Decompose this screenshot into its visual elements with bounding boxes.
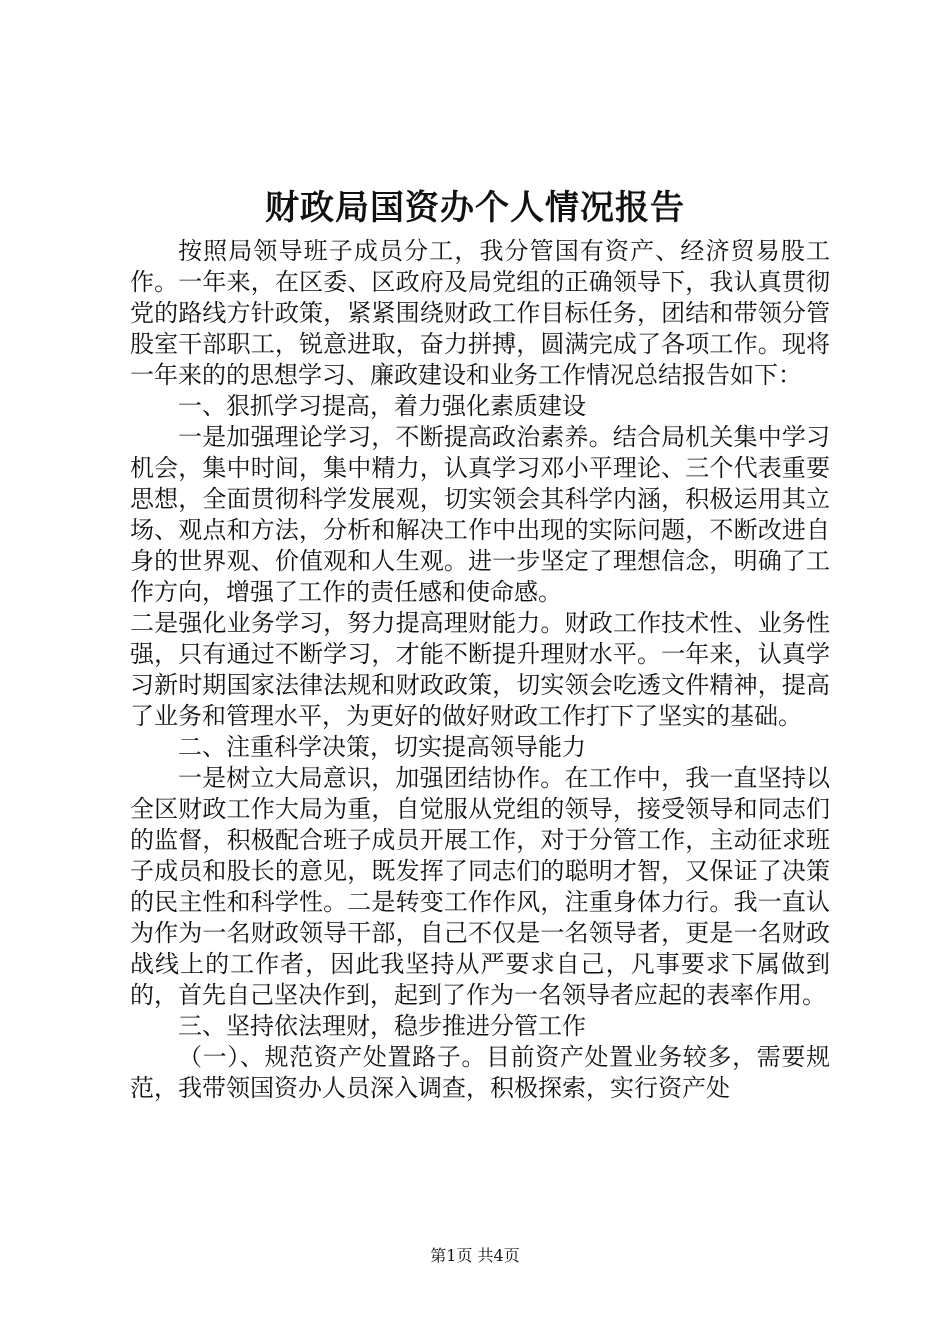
paragraph-leadership: 一是树立大局意识，加强团结协作。在工作中，我一直坚持以全区财政工作大局为重，自觉服从党组的领导，接受领导和同志们的监督，积极配合班子成员开展工作，对于分管工作，主动征求班子成员和股长的意见，既发挥了同志们的聪明才智，又保证了决策的民主性和科学性。二是转变工作作风，注重身体力行。我一直认为作为一名财政领导干部，自己不仅是一名领导者，更是一名财政战线上的工作者，因此我坚持从严要求自己，凡事要求下属做到的，首先自己坚决作到，起到了作为一名领导者应起的表率作用。 (130, 764, 830, 1009)
paragraph-theory-study: 一是加强理论学习，不断提高政治素养。结合局机关集中学习机会，集中时间，集中精力，认真学习邓小平理论、三个代表重要思想，全面贯彻科学发展观，切实领会其科学内涵，积极运用其立场、观点和方法，分析和解决工作中出现的实际问题，不断改进自身的世界观、价值观和人生观。进一步坚定了理想信念，明确了工作方向，增强了工作的责任感和使命感。 (130, 423, 830, 606)
document-title: 财政局国资办个人情况报告 (265, 188, 685, 228)
page-footer: 第1页 共4页 (430, 1246, 520, 1265)
section-heading-3: 三、坚持依法理财，稳步推进分管工作 (178, 1012, 586, 1040)
section-heading-1: 一、狠抓学习提高，着力强化素质建设 (178, 392, 586, 420)
paragraph-asset-disposal: （一）、规范资产处置路子。目前资产处置业务较多，需要规范，我带领国资办人员深入调查，积极探索，实行资产处 (130, 1043, 830, 1102)
section-heading-2: 二、注重科学决策，切实提高领导能力 (178, 733, 586, 761)
paragraph-business-study: 二是强化业务学习，努力提高理财能力。财政工作技术性、业务性强，只有通过不断学习，才能不断提升理财水平。一年来，认真学习新时期国家法律法规和财政政策，切实领会吃透文件精神，提高了业务和管理水平，为更好的做好财政工作打下了坚实的基础。 (130, 609, 830, 730)
document-body (130, 236, 830, 1104)
intro-paragraph: 按照局领导班子成员分工，我分管国有资产、经济贸易股工作。一年来，在区委、区政府及局党组的正确领导下，我认真贯彻党的路线方针政策，紧紧围绕财政工作目标任务，团结和带领分管股室干部职工，锐意进取，奋力拼搏，圆满完成了各项工作。现将一年来的的思想学习、廉政建设和业务工作情况总结报告如下： (130, 237, 830, 389)
